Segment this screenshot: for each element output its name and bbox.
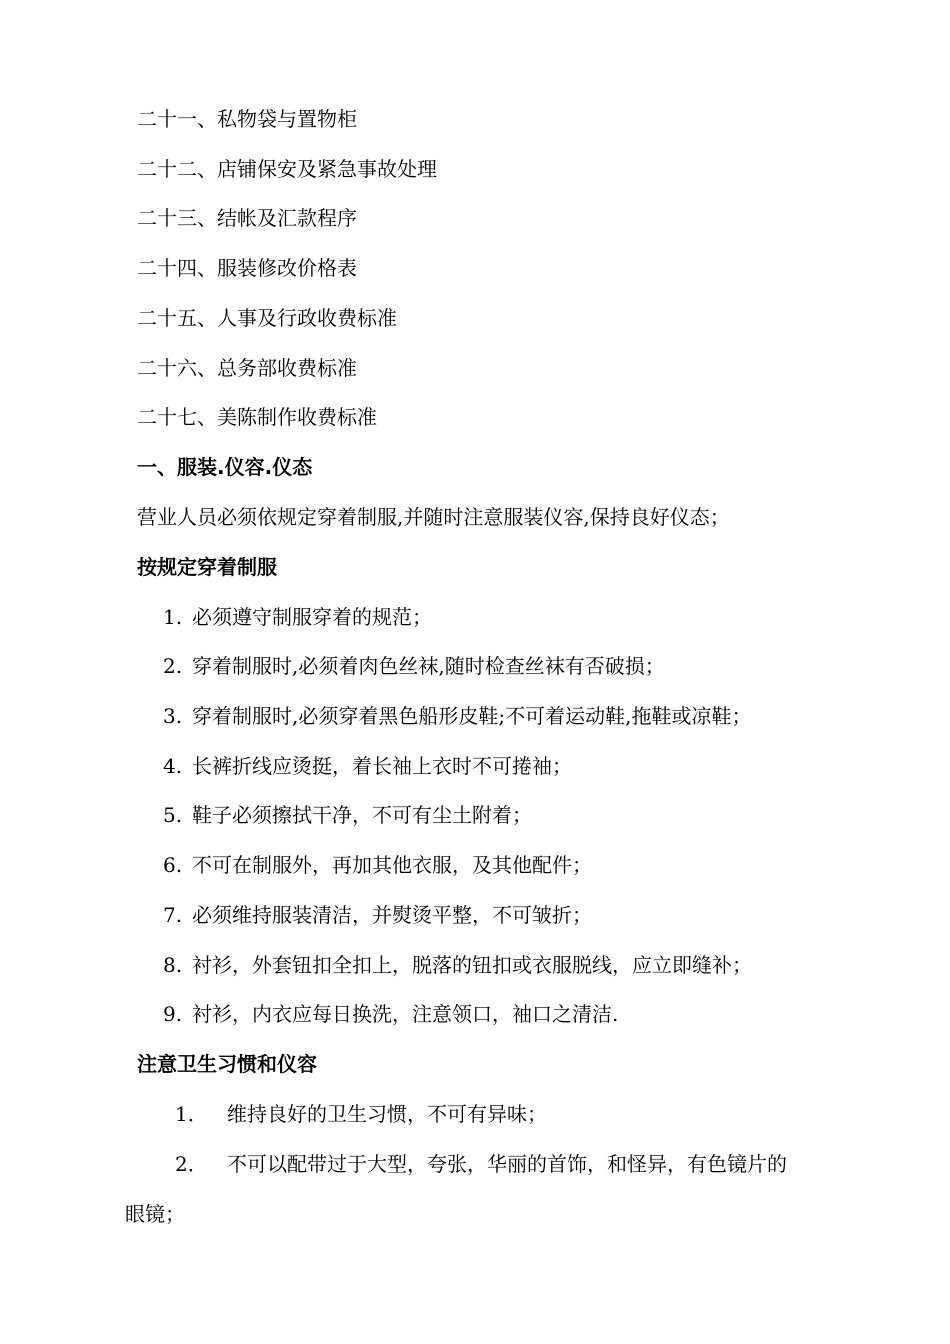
toc-item: 二十一、私物袋与置物柜 <box>137 107 357 131</box>
list-item <box>163 753 572 779</box>
toc-item: 二十四、服装修改价格表 <box>137 256 357 280</box>
list-item <box>163 852 592 878</box>
list-item <box>163 604 432 630</box>
subsection-heading-uniform: 按规定穿着制服 <box>137 555 277 579</box>
list-text: 穿着制服时,必须穿着黑色船形皮鞋;不可着运动鞋,拖鞋或凉鞋； <box>192 704 752 728</box>
list-item <box>175 1101 547 1127</box>
list-number: 1. <box>163 605 183 629</box>
list-item <box>163 703 751 729</box>
list-item <box>163 902 592 928</box>
list-number: 1． <box>175 1102 208 1126</box>
list-text: 穿着制服时,必须着肉色丝袜,随时检查丝袜有否破损； <box>192 654 665 678</box>
list-number: 8. <box>163 953 183 977</box>
list-text: 不可以配带过于大型，夸张，华丽的首饰，和怪异，有色镜片的 <box>227 1152 787 1176</box>
list-text: 鞋子必须擦拭干净，不可有尘土附着； <box>192 803 532 827</box>
list-text: 衬衫，外套钮扣全扣上，脱落的钮扣或衣服脱线，应立即缝补； <box>192 953 752 977</box>
list-number: 3. <box>163 704 183 728</box>
intro-paragraph: 营业人员必须依规定穿着制服,并随时注意服装仪容,保持良好仪态； <box>137 505 730 529</box>
list-item-continuation: 眼镜； <box>125 1202 185 1226</box>
list-item <box>163 802 532 828</box>
toc-item: 二十三、结帐及汇款程序 <box>137 206 357 230</box>
list-number: 6. <box>163 853 183 877</box>
list-item <box>163 952 752 978</box>
list-number: 2． <box>175 1152 208 1176</box>
list-number: 9. <box>163 1002 183 1026</box>
list-text: 维持良好的卫生习惯，不可有异味； <box>227 1102 547 1126</box>
list-item <box>175 1151 787 1177</box>
list-text: 衬衫，内衣应每日换洗，注意领口，袖口之清洁. <box>192 1002 619 1026</box>
list-number: 4. <box>163 754 183 778</box>
list-number: 7. <box>163 903 183 927</box>
toc-item: 二十二、店铺保安及紧急事故处理 <box>137 157 437 181</box>
list-number: 2. <box>163 654 183 678</box>
subsection-heading-hygiene: 注意卫生习惯和仪容 <box>137 1052 317 1076</box>
section-heading: 一、服装.仪容.仪态 <box>137 455 313 479</box>
list-item <box>163 1001 618 1027</box>
list-text: 不可在制服外，再加其他衣服，及其他配件； <box>192 853 592 877</box>
toc-item: 二十六、总务部收费标准 <box>137 356 357 380</box>
list-text: 必须维持服装清洁，并熨烫平整，不可皱折； <box>192 903 592 927</box>
list-number: 5. <box>163 803 183 827</box>
toc-item: 二十七、美陈制作收费标准 <box>137 405 377 429</box>
list-item <box>163 653 665 679</box>
toc-item: 二十五、人事及行政收费标准 <box>137 306 397 330</box>
list-text: 长裤折线应烫挺，着长袖上衣时不可捲袖； <box>192 754 572 778</box>
list-text: 必须遵守制服穿着的规范； <box>192 605 432 629</box>
